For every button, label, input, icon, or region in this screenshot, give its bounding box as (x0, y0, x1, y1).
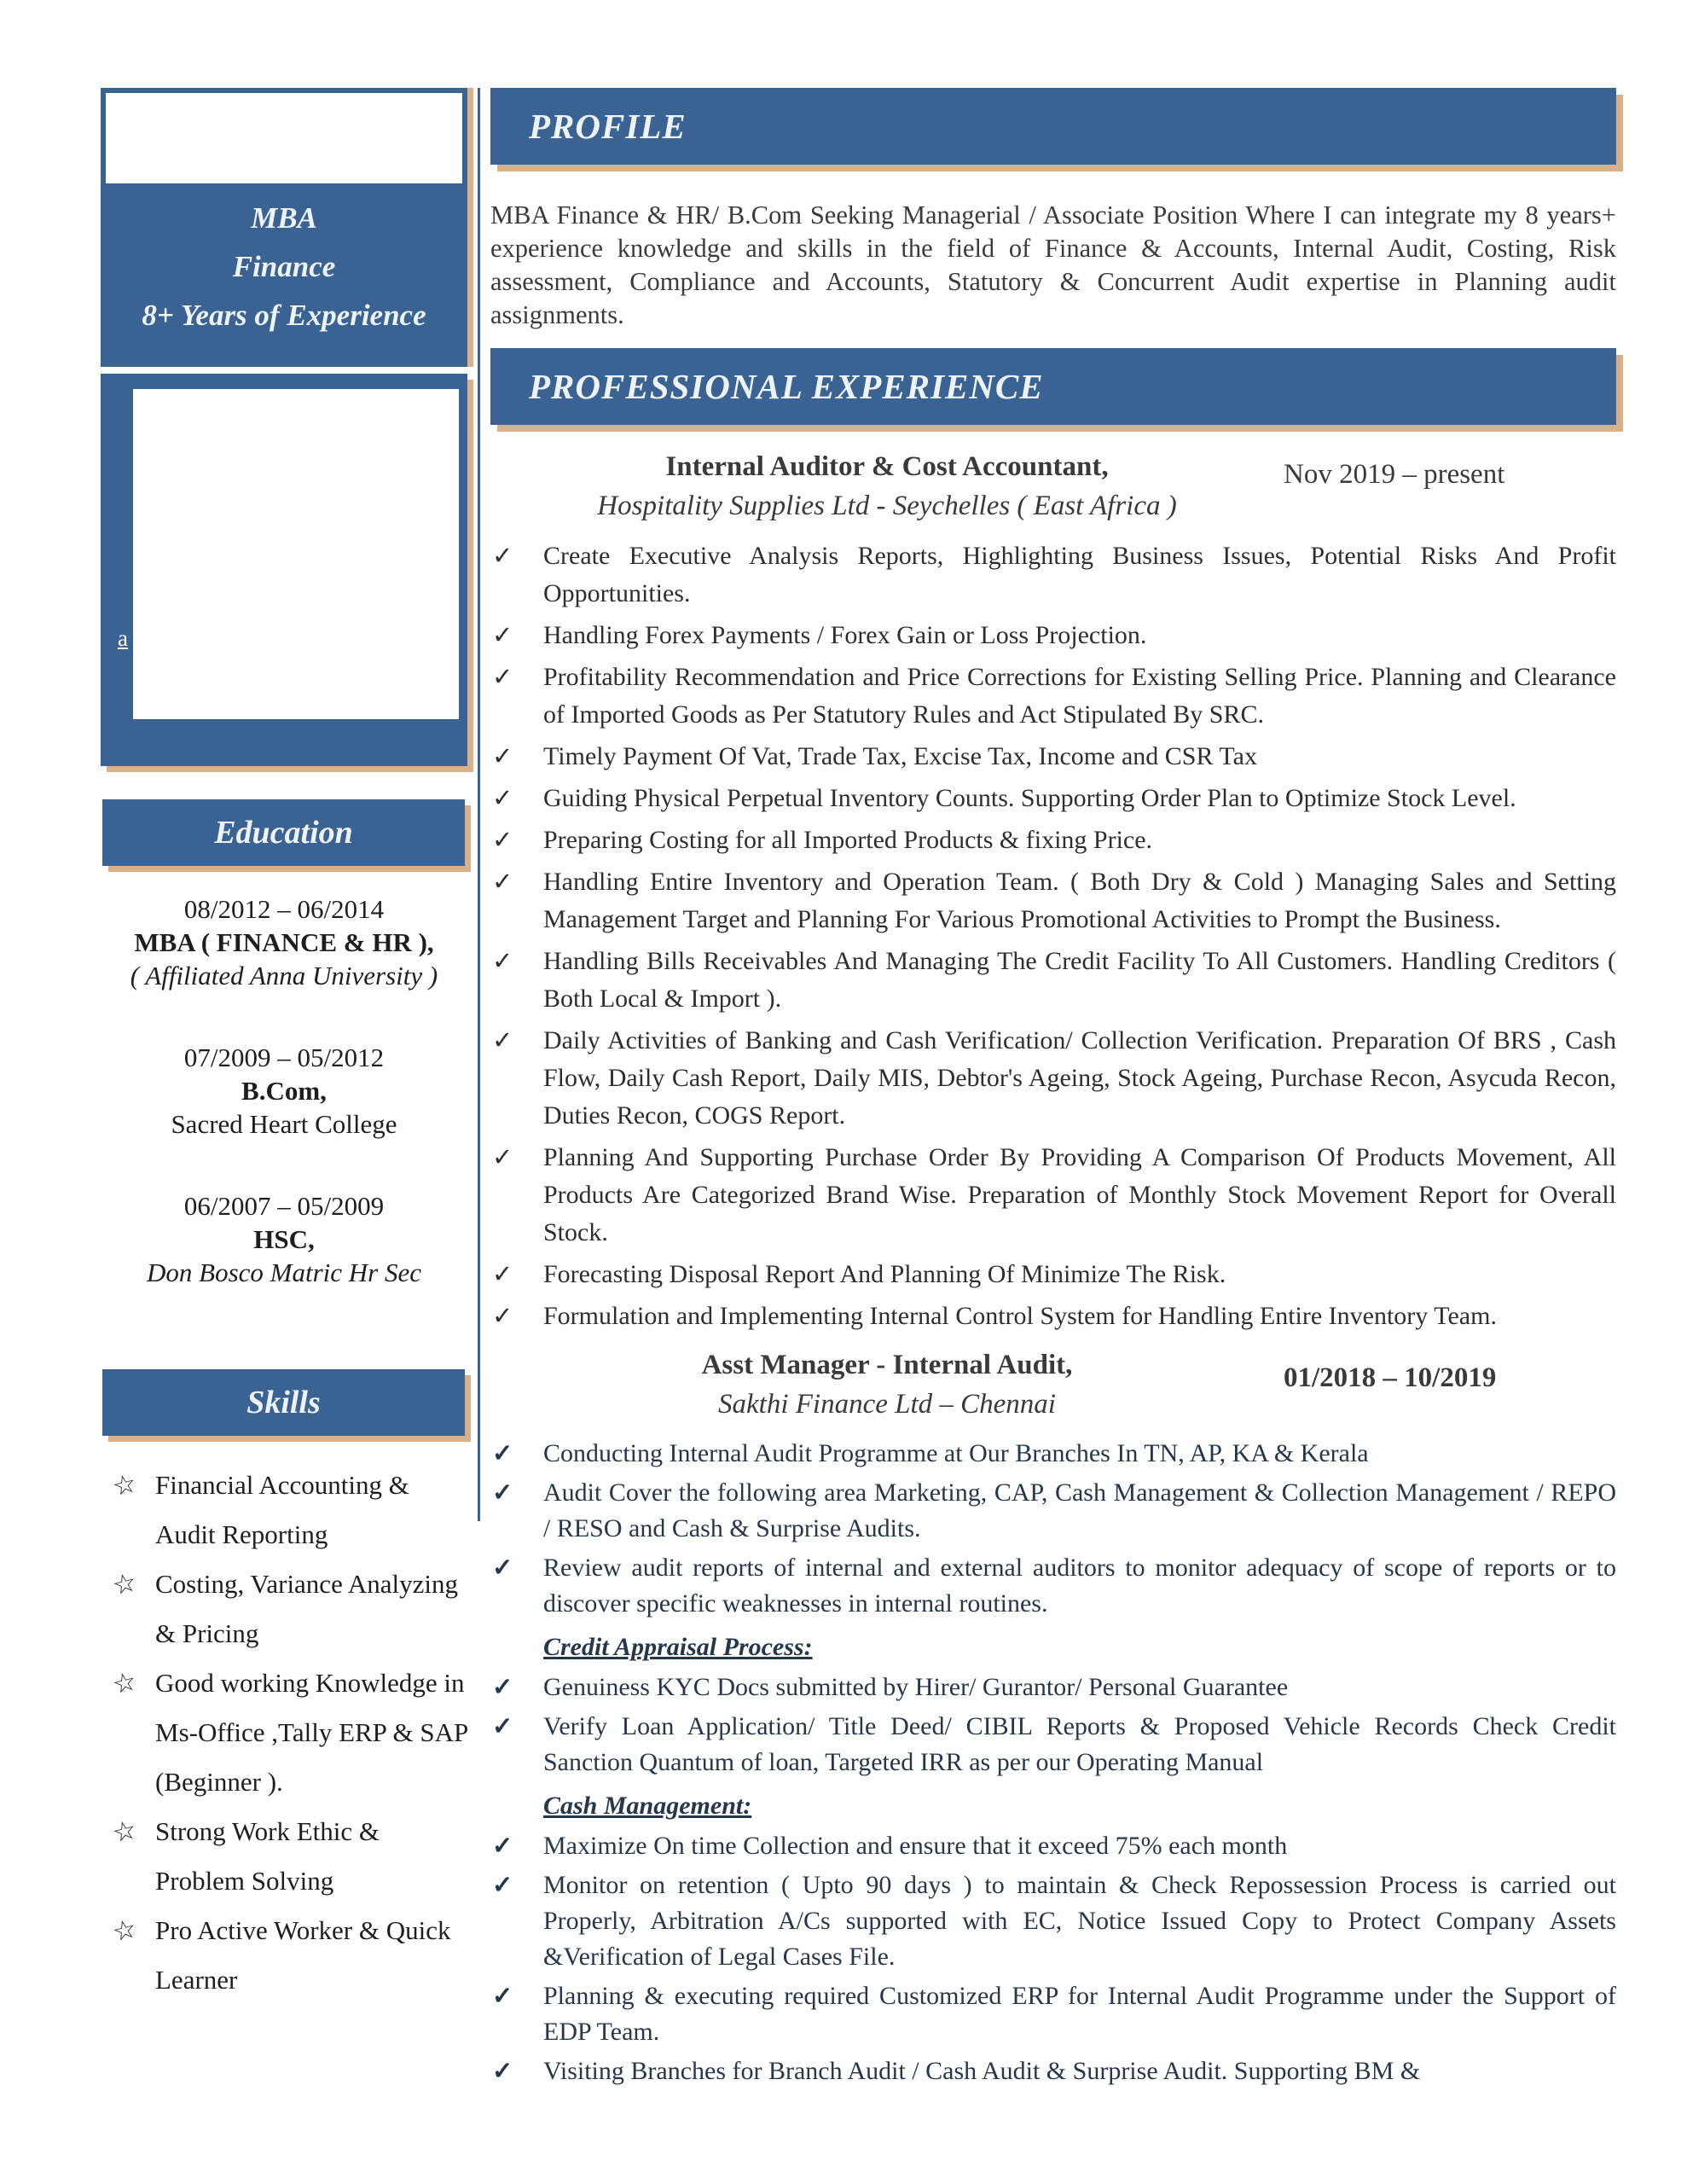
experience-bullet (490, 1022, 1616, 1135)
bullet-text: Handling Bills Receivables And Managing The Credit Facility To All Customers. Handling Creditors ( Both Local & Import ). (543, 947, 1616, 1013)
checkmark-icon: ✓ (492, 743, 513, 770)
headline (101, 194, 467, 340)
headline-degree: MBA (251, 201, 317, 235)
education-school: ( Affiliated Anna University ) (130, 961, 438, 990)
sidebar-contact-block (101, 374, 467, 766)
experience-title: PROFESSIONAL EXPERIENCE (529, 367, 1044, 406)
education-degree: B.Com, (241, 1076, 327, 1106)
star-glyph: ☆ (109, 1566, 140, 1601)
experience-bullet (490, 2053, 1616, 2089)
checkmark-icon: ✓ (492, 785, 513, 812)
experience-bullet (490, 537, 1616, 613)
checkmark-icon: ✓ (492, 827, 513, 854)
bullet-text: Guiding Physical Perpetual Inventory Counts. Supporting Order Plan to Optimize Stock Level. (543, 784, 1516, 812)
education-entry (101, 1041, 467, 1141)
education-degree: MBA ( FINANCE & HR ), (134, 927, 434, 957)
experience-bullet (490, 1436, 1616, 1472)
job-dates: Nov 2019 – present (1284, 459, 1505, 490)
main-column (490, 88, 1616, 2100)
job-bullet-list (490, 537, 1616, 1335)
checkmark-icon: ✓ (492, 1833, 513, 1860)
bullet-text: Profitability Recommendation and Price Corrections for Existing Selling Price. Planning and Clearance of Imported Goods as Per Statutory Rules and Act Stipulated By SRC. (543, 663, 1616, 729)
experience-bullet (490, 822, 1616, 859)
section-subheading: Credit Appraisal Process: (543, 1633, 813, 1661)
checkmark-icon: ✓ (492, 1554, 513, 1582)
skill-item (101, 1658, 472, 1807)
job-role: Asst Manager - Internal Audit, (701, 1350, 1073, 1380)
skill-label: Good working Knowledge in Ms-Office ,Tally ERP & SAP (Beginner ). (155, 1668, 468, 1797)
education-school: Don Bosco Matric Hr Sec (147, 1258, 421, 1287)
checkmark-icon: ✓ (492, 1983, 513, 2010)
education-dates: 07/2009 – 05/2012 (183, 1043, 385, 1072)
skill-label: Financial Accounting & Audit Reporting (155, 1470, 409, 1549)
bullet-text: Genuiness KYC Docs submitted by Hirer/ Gurantor/ Personal Guarantee (543, 1673, 1289, 1701)
star-icon (101, 1807, 155, 1906)
bullet-text: Handling Entire Inventory and Operation Team. ( Both Dry & Cold ) Managing Sales and Setting Management Target and Planning For Various Promotional Activities to Prompt the Business. (543, 868, 1616, 933)
checkmark-icon: ✓ (492, 622, 513, 649)
contact-text-fragment: a (118, 625, 128, 651)
experience-bullet (490, 1828, 1616, 1864)
skill-label: Costing, Variance Analyzing & Pricing (155, 1569, 459, 1648)
checkmark-icon: ✓ (492, 1261, 513, 1288)
checkmark-icon: ✓ (492, 543, 513, 570)
bullet-text: Maximize On time Collection and ensure that it exceed 75% each month (543, 1832, 1288, 1860)
job-company: Hospitality Supplies Ltd - Seychelles ( East Africa ) (597, 491, 1177, 521)
experience-bullet (490, 1550, 1616, 1622)
bullet-text: Planning & executing required Customized ERP for Internal Audit Programme under the Support of EDP Team. (543, 1982, 1616, 2046)
headline-experience: 8+ Years of Experience (142, 299, 426, 332)
checkmark-icon: ✓ (492, 1479, 513, 1507)
experience-bullet (490, 1256, 1616, 1293)
skill-item (101, 1560, 472, 1658)
education-school: Sacred Heart College (171, 1109, 397, 1139)
education-entry (101, 892, 467, 992)
column-divider-line (478, 88, 480, 1521)
experience-bullet (490, 943, 1616, 1018)
experience-bullet (490, 1867, 1616, 1975)
profile-section-header (490, 88, 1616, 165)
skill-label: Pro Active Worker & Quick Learner (155, 1915, 451, 1995)
job-header (490, 1345, 1616, 1424)
skills-section-header (102, 1369, 465, 1436)
bullet-text: Preparing Costing for all Imported Products & fixing Price. (543, 826, 1153, 854)
star-icon (101, 1906, 155, 2005)
checkmark-icon: ✓ (492, 1027, 513, 1054)
section-subheading: Cash Management: (543, 1792, 752, 1820)
education-dates: 06/2007 – 05/2009 (183, 1191, 385, 1221)
profile-title: PROFILE (529, 107, 687, 146)
checkmark-icon: ✓ (492, 2058, 513, 2085)
checkmark-icon: ✓ (492, 948, 513, 975)
bullet-text: Daily Activities of Banking and Cash Verification/ Collection Verification. Preparation Of BRS , Cash Flow, Daily Cash Report, Daily MIS, Debtor's Ageing, Stock Ageing, Purchase Recon, Asycuda Recon, Duties Recon, COGS Report. (543, 1026, 1616, 1130)
headline-major: Finance (232, 250, 336, 283)
star-glyph: ☆ (109, 1665, 140, 1700)
experience-bullet (490, 617, 1616, 654)
checkmark-icon: ✓ (492, 1144, 513, 1171)
checkmark-icon: ✓ (492, 1674, 513, 1701)
experience-section-header (490, 348, 1616, 425)
bullet-text: Verify Loan Application/ Title Deed/ CIBIL Reports & Proposed Vehicle Records Check Credit Sanction Quantum of loan, Targeted IRR as per our Operating Manual (543, 1712, 1616, 1776)
experience-bullet (490, 1978, 1616, 2050)
job-bullet-list (490, 1436, 1616, 2089)
star-icon (101, 1461, 155, 1560)
skill-item (101, 1807, 472, 1906)
star-glyph: ☆ (109, 1467, 140, 1502)
experience-bullet (490, 1139, 1616, 1252)
bullet-text: Audit Cover the following area Marketing, CAP, Cash Management & Collection Management / REPO / RESO and Cash & Surprise Audits. (543, 1478, 1616, 1542)
checkmark-icon: ✓ (492, 1713, 513, 1740)
job-dates: 01/2018 – 10/2019 (1284, 1362, 1497, 1393)
bullet-text: Planning And Supporting Purchase Order By Providing A Comparison Of Products Movement, All Products Are Categorized Brand Wise. Preparation of Monthly Stock Movement Report for Overall Stock. (543, 1143, 1616, 1246)
experience-bullet (490, 1709, 1616, 1780)
bullet-text: Formulation and Implementing Internal Control System for Handling Entire Inventory Team. (543, 1302, 1497, 1330)
experience-bullet (490, 659, 1616, 734)
bullet-text: Timely Payment Of Vat, Trade Tax, Excise Tax, Income and CSR Tax (543, 742, 1257, 770)
checkmark-icon: ✓ (492, 1440, 513, 1467)
job-title-block (490, 447, 1284, 526)
bullet-text: Create Executive Analysis Reports, Highlighting Business Issues, Potential Risks And Profit Opportunities. (543, 542, 1616, 607)
education-degree: HSC, (253, 1224, 315, 1254)
checkmark-icon: ✓ (492, 1303, 513, 1330)
bullet-text: Forecasting Disposal Report And Planning Of Minimize The Risk. (543, 1260, 1226, 1288)
experience-bullet (490, 780, 1616, 817)
sidebar-headline-block (101, 88, 467, 367)
experience-bullet (490, 1475, 1616, 1547)
experience-bullet (490, 1670, 1616, 1705)
skills-list (101, 1461, 472, 2005)
bullet-text: Visiting Branches for Branch Audit / Cash Audit & Surprise Audit. Supporting BM & (543, 2057, 1421, 2085)
education-list (101, 892, 467, 1338)
job-title-block (490, 1345, 1284, 1424)
checkmark-icon: ✓ (492, 868, 513, 896)
star-icon (101, 1560, 155, 1658)
job-header (490, 447, 1616, 526)
experience-bullet (490, 863, 1616, 938)
checkmark-icon: ✓ (492, 664, 513, 691)
bullet-text: Conducting Internal Audit Programme at Our Branches In TN, AP, KA & Kerala (543, 1439, 1369, 1467)
star-glyph: ☆ (109, 1814, 140, 1849)
bullet-text: Handling Forex Payments / Forex Gain or Loss Projection. (543, 621, 1147, 649)
education-title: Education (214, 815, 353, 851)
job-role: Internal Auditor & Cost Accountant, (665, 451, 1109, 482)
experience-bullet (490, 1298, 1616, 1335)
bullet-text: Monitor on retention ( Upto 90 days ) to maintain & Check Repossession Process is carried out Properly, Arbitration A/Cs supported with EC, Notice Issued Copy to Protect Company Assets &Verification of Legal Cases File. (543, 1871, 1616, 1971)
education-entry (101, 1189, 467, 1289)
skill-item (101, 1906, 472, 2005)
checkmark-icon: ✓ (492, 1872, 513, 1899)
experience-bullet (490, 738, 1616, 775)
photo-placeholder (106, 93, 462, 183)
profile-summary: MBA Finance & HR/ B.Com Seeking Managerial / Associate Position Where I can integrate my 8 years+ experience knowledge and skills in the field of Finance & Accounts, Internal Audit, Costing, Risk assessment, Compliance and Accounts, Statutory & Concurrent Audit expertise in Planning audit assignments. (490, 200, 1616, 329)
skill-label: Strong Work Ethic & Problem Solving (155, 1816, 380, 1896)
contact-placeholder (133, 389, 459, 719)
skills-title: Skills (246, 1385, 321, 1420)
education-section-header (102, 799, 465, 866)
education-dates: 08/2012 – 06/2014 (183, 894, 385, 924)
star-icon (101, 1658, 155, 1807)
skill-item (101, 1461, 472, 1560)
job-company: Sakthi Finance Ltd – Chennai (718, 1389, 1056, 1420)
bullet-text: Review audit reports of internal and external auditors to monitor adequacy of scope of reports or to discover specific weaknesses in internal routines. (543, 1554, 1616, 1618)
star-glyph: ☆ (109, 1913, 140, 1948)
